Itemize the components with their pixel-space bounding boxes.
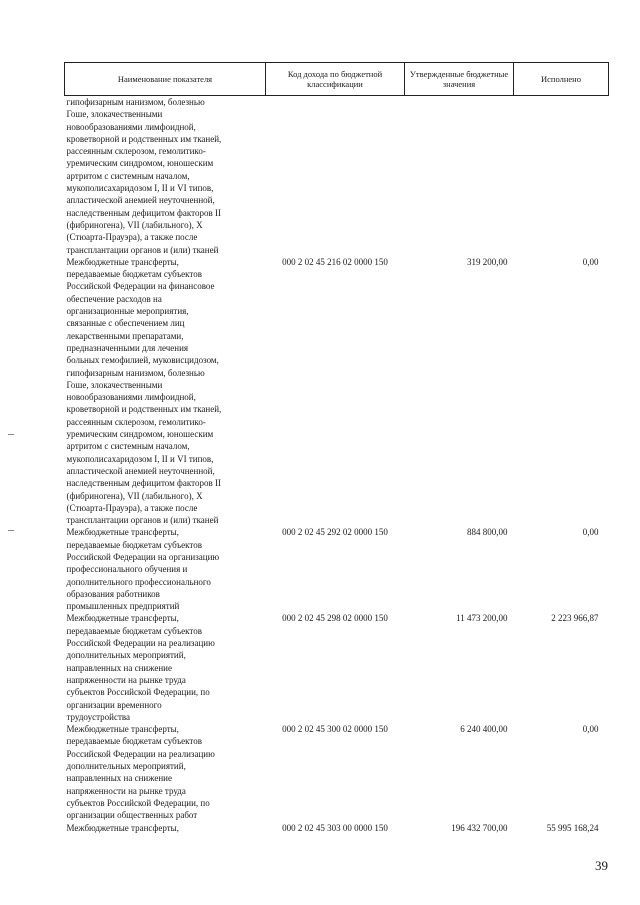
row-approved: 196 432 700,00	[451, 822, 508, 833]
header-executed: Исполнено	[514, 63, 609, 96]
row-executed: 55 995 168,24	[546, 822, 599, 833]
row-executed: 2 223 966,87	[551, 613, 599, 624]
row-executed: 0,00	[582, 527, 599, 538]
table-header-row	[65, 63, 609, 96]
margin-mark	[8, 530, 14, 531]
table-row	[65, 723, 609, 821]
header-approved: Утвержденные бюджетные значения	[405, 63, 514, 96]
row-name: Межбюджетные трансферты,	[66, 822, 179, 833]
table-row	[65, 256, 609, 527]
row-executed: 0,00	[582, 256, 599, 267]
row-approved: 6 240 400,00	[460, 724, 508, 735]
row-code: 000 2 02 45 298 02 0000 150	[282, 613, 388, 624]
row-name: Межбюджетные трансферты, передаваемые бюджетам субъектов Российской Федерации на реализацию дополнительных мероприятий, направленных на снижение напряженности на рынке труда субъектов Российской Федерации, по организации общественных работ	[66, 724, 215, 821]
page-number: 39	[595, 858, 608, 873]
header-name: Наименование показателя	[65, 63, 266, 96]
row-approved: 11 473 200,00	[456, 613, 508, 624]
row-code: 000 2 02 45 216 02 0000 150	[282, 256, 388, 267]
table-row	[65, 612, 609, 723]
row-name: Межбюджетные трансферты, передаваемые бюджетам субъектов Российской Федерации на финансовое обеспечение расходов на организационные мероприятия, связанные с обеспечением лиц лекарственными препаратами, предназначенными для лечения больных гемофилией, муковисцидозом, гипофизарным нанизмом, болезнью Гоше, злокачественными новообразованиями лимфоидной, кроветворной и родственных им тканей, рассеянным склерозом, гемолитико- уремическим синдромом, юношеским артритом с системным началом, мукополисахаридозом I, II и VI типов, апластической анемией неуточненной, наследственным дефицитом факторов II (фибриногена), VII (лабильного), X (Стюарта-Прауэра), а также после трансплантации органов и (или) тканей	[66, 256, 222, 526]
row-approved: 884 800,00	[467, 527, 508, 538]
row-executed	[514, 96, 609, 256]
row-code: 000 2 02 45 300 02 0000 150	[282, 724, 388, 735]
margin-mark	[8, 434, 14, 435]
row-executed: 0,00	[582, 724, 599, 735]
row-name: Межбюджетные трансферты, передаваемые бюджетам субъектов Российской Федерации на организацию профессионального обучения и дополнительного профессионального образования работников промышленных предприятий	[66, 527, 220, 612]
row-code	[266, 96, 405, 256]
row-name: Межбюджетные трансферты, передаваемые бюджетам субъектов Российской Федерации на реализацию дополнительных мероприятий, направленных на снижение напряженности на рынке труда субъектов Российской Федерации, по организации временного трудоустройства	[66, 613, 215, 722]
row-name: гипофизарным нанизмом, болезнью Гоше, злокачественными новообразованиями лимфоидной, кроветворной и родственных им тканей, рассеянным склерозом, гемолитико- уремическим синдромом, юношеским артритом с системным началом, мукополисахаридозом I, II и VI типов, апластической анемией неуточненной, наследственным дефицитом факторов II (фибриногена), VII (лабильного), X (Стюарта-Прауэра), а также после трансплантации органов и (или) тканей	[66, 97, 222, 255]
budget-table	[64, 62, 609, 834]
row-approved	[405, 96, 514, 256]
table-row	[65, 526, 609, 612]
row-code: 000 2 02 45 303 00 0000 150	[282, 822, 388, 833]
row-code: 000 2 02 45 292 02 0000 150	[282, 527, 388, 538]
row-approved: 319 200,00	[467, 256, 508, 267]
table-row	[65, 96, 609, 256]
header-code: Код дохода по бюджетной классификации	[266, 63, 405, 96]
table-row	[65, 822, 609, 834]
